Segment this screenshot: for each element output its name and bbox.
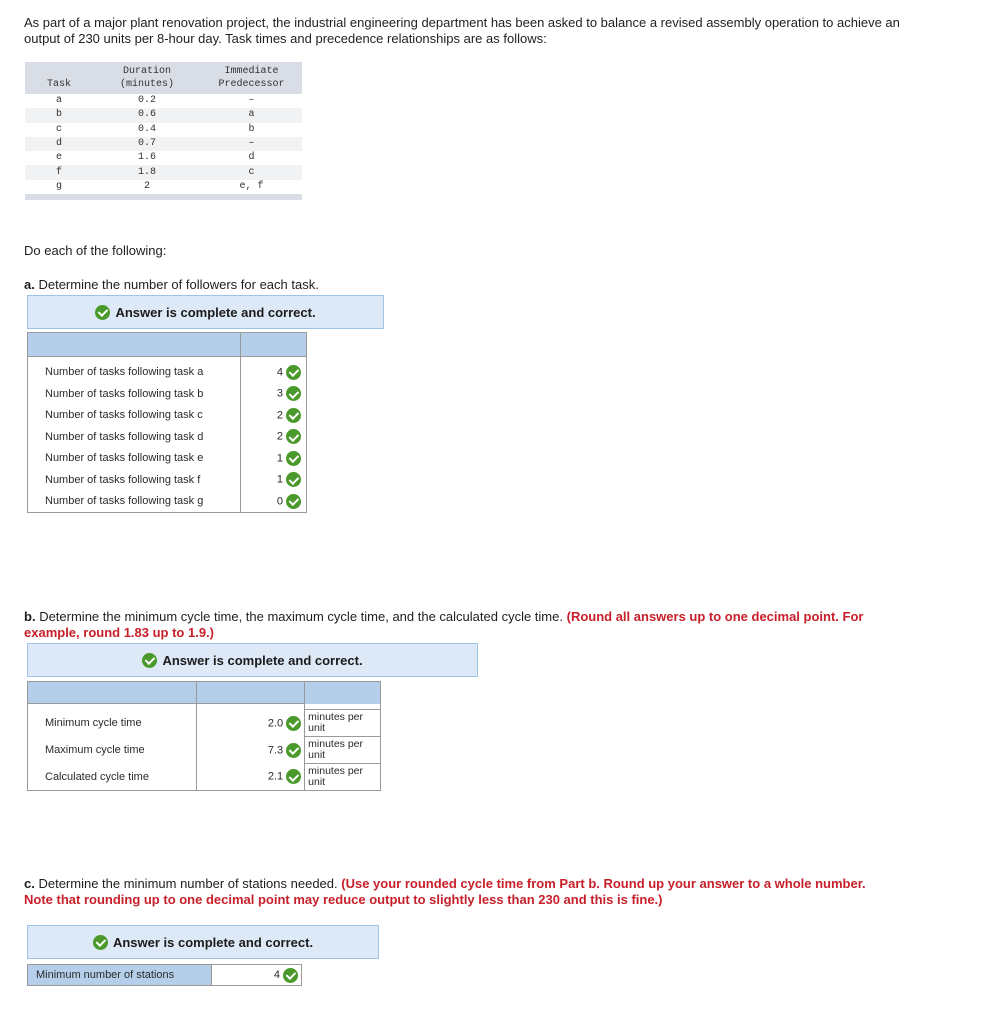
check-circle-icon: [286, 769, 301, 784]
part-a-text: Determine the number of followers for each task.: [38, 277, 319, 292]
check-circle-icon: [95, 305, 110, 320]
answer-value[interactable]: 4: [273, 969, 280, 981]
check-circle-icon: [283, 968, 298, 983]
part-a-answer-banner: [27, 295, 384, 329]
task-row: b 0.6 a: [25, 108, 302, 122]
task-row: c 0.4 b: [55, 123, 255, 135]
task-row: e 1.6 d: [55, 152, 255, 164]
followers-table: [27, 332, 307, 513]
header-task: Task: [25, 62, 93, 94]
part-b-text: Determine the minimum cycle time, the maximum cycle time, and the calculated cycle time.: [39, 609, 563, 624]
part-b-question: [24, 609, 884, 641]
table-row: Number of tasks following task c 2: [28, 405, 307, 427]
answer-value[interactable]: 2.0: [267, 716, 284, 729]
table-row: Number of tasks following task d 2: [28, 426, 307, 448]
answer-value[interactable]: 3: [276, 387, 283, 400]
instructions-heading: Do each of the following:: [24, 243, 167, 258]
part-b-letter: b.: [24, 609, 36, 624]
check-circle-icon: [286, 408, 301, 423]
unit-label: minutes per unit: [305, 737, 381, 764]
task-row: d 0.7 –: [25, 137, 302, 151]
part-a-letter: a.: [24, 277, 35, 292]
answer-value[interactable]: 1: [276, 473, 283, 486]
table-row: Number of tasks following task e 1: [28, 448, 307, 470]
check-circle-icon: [286, 472, 301, 487]
table-row: Number of tasks following task a 4: [28, 362, 307, 384]
unit-label: minutes per unit: [305, 710, 381, 737]
answer-value[interactable]: 0: [276, 494, 283, 507]
table-row: Calculated cycle time 2.1 minutes per unit: [28, 764, 381, 791]
part-a-question: [24, 277, 319, 293]
problem-intro: As part of a major plant renovation project, the industrial engineering department has been asked to balance a revised assembly operation to achieve an output of 230 units per 8-hour day. Task times and precedence relationships are as follows:: [24, 15, 900, 46]
header-predecessor: Immediate Predecessor: [201, 62, 302, 94]
check-circle-icon: [286, 386, 301, 401]
unit-label: minutes per unit: [308, 765, 364, 788]
check-circle-icon: [286, 429, 301, 444]
stations-answer-row: [27, 964, 302, 986]
check-circle-icon: [286, 451, 301, 466]
table-row: Maximum cycle time 7.3 minutes per unit: [28, 737, 381, 764]
part-c-question: [24, 876, 884, 908]
task-row: a 0.2 –: [55, 95, 255, 107]
task-row: g 2 e, f: [55, 180, 264, 192]
check-circle-icon: [93, 935, 108, 950]
answer-value[interactable]: 1: [276, 452, 283, 465]
task-row: f 1.8 c: [25, 165, 302, 179]
banner-text: Answer is complete and correct.: [162, 652, 363, 668]
banner-text: Answer is complete and correct.: [112, 934, 314, 950]
check-circle-icon: [286, 494, 301, 509]
table-row: Number of tasks following task f 1: [28, 469, 307, 491]
cycle-time-table: [27, 681, 381, 791]
check-circle-icon: [286, 716, 301, 731]
table-row: Number of tasks following task b 3: [28, 383, 307, 405]
part-b-answer-banner: [27, 643, 478, 677]
table-row: Number of tasks following task g 0: [28, 491, 307, 513]
stations-label: Minimum number of stations: [28, 965, 212, 985]
part-c-instruction: (Use your rounded cycle time from Part b. Round up your answer to a whole number. Note that rounding up to one decimal point may reduce output to slightly less than 230 and this is fine.): [24, 876, 866, 907]
check-circle-icon: [142, 653, 157, 668]
check-circle-icon: [286, 365, 301, 380]
answer-value[interactable]: 2.1: [267, 770, 284, 783]
answer-value[interactable]: 2: [276, 430, 283, 443]
part-c-letter: c.: [24, 876, 35, 891]
part-c-answer-banner: [27, 925, 379, 959]
answer-value[interactable]: 2: [276, 409, 283, 422]
part-b-instruction: (Round all answers up to one decimal point. For example, round 1.83 up to 1.9.): [24, 609, 864, 640]
task-precedence-table: [25, 62, 302, 200]
answer-value[interactable]: 7.3: [267, 743, 284, 756]
check-circle-icon: [286, 743, 301, 758]
answer-value[interactable]: 4: [276, 366, 283, 379]
part-c-text: Determine the minimum number of stations needed.: [38, 876, 338, 891]
header-duration: Duration (minutes): [93, 62, 201, 94]
banner-text: Answer is complete and correct.: [115, 304, 316, 320]
table-row: Minimum cycle time 2.0 minutes per unit: [28, 710, 381, 737]
